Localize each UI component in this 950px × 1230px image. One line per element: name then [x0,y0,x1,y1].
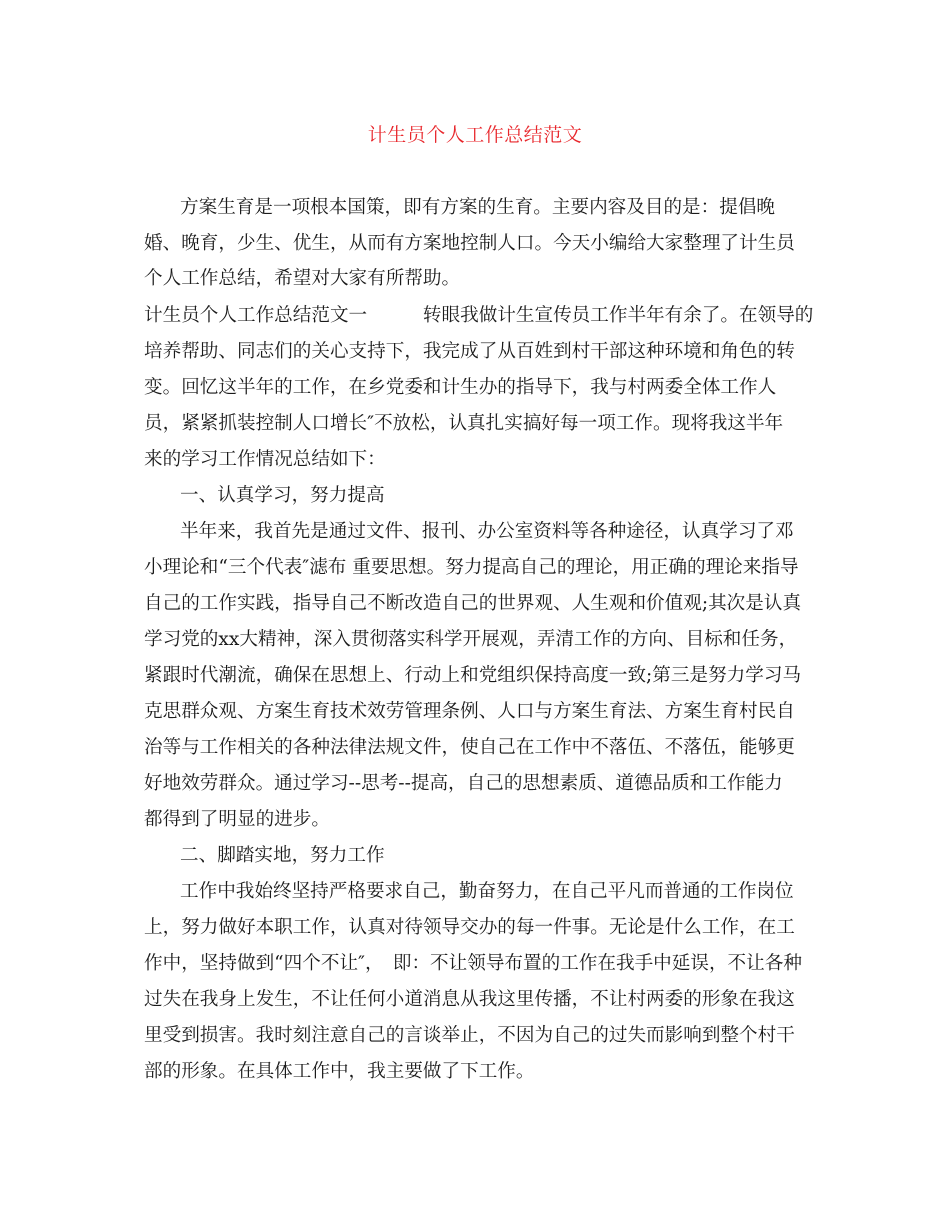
section-heading: 一、认真学习，努力提高 [180,485,385,506]
paragraph-line: 来的学习工作情况总结如下： [144,449,386,470]
paragraph-line: 过失在我身上发生，不让任何小道消息从我这里传播，不让村两委的形象在我这 [144,989,795,1010]
paragraph-line: 方案生育是一项根本国策，即有方案的生育。主要内容及目的是：提倡晚 [180,197,776,218]
paragraph-line: 个人工作总结，希望对大家有所帮助。 [144,268,461,289]
paragraph-line: 上，努力做好本职工作，认真对待领导交办的每一件事。无论是什么工作，在工 [144,917,795,938]
paragraph-line: 婚、晚育，少生、优生，从而有方案地控制人口。今天小编给大家整理了计生员 [144,233,795,254]
paragraph-line: 作中，坚持做到“四个不让″， 即：不让领导布置的工作在我手中延误，不让各种 [144,953,802,974]
paragraph-line: 紧跟时代潮流，确保在思想上、行动上和党组织保持高度一致;第三是努力学习马 [144,665,802,686]
paragraph-line: 都得到了明显的进步。 [144,809,330,830]
paragraph-line: 学习党的xx大精神，深入贯彻落实科学开展观，弄清工作的方向、目标和任务， [144,629,798,650]
document-title: 计生员个人工作总结范文 [367,124,583,146]
paragraph-line: 计生员个人工作总结范文一 转眼我做计生宣传员工作半年有余了。在领导的 [144,305,814,326]
paragraph-line: 部的形象。在具体工作中，我主要做了下工作。 [144,1061,535,1082]
paragraph-line: 员，紧紧抓装控制人口增长″不放松，认真扎实搞好每一项工作。现将我这半年 [144,413,784,434]
paragraph-line: 治等与工作相关的各种法律法规文件，使自己在工作中不落伍、不落伍，能够更 [144,737,795,758]
paragraph-line: 自己的工作实践，指导自己不断改造自己的世界观、人生观和价值观;其次是认真 [144,593,802,614]
paragraph-line: 里受到损害。我时刻注意自己的言谈举止，不因为自己的过失而影响到整个村干 [144,1025,795,1046]
section-heading: 二、脚踏实地，努力工作 [180,845,385,866]
paragraph-line: 克思群众观、方案生育技术效劳管理条例、人口与方案生育法、方案生育村民自 [144,701,795,722]
paragraph-line: 半年来，我首先是通过文件、报刊、办公室资料等各种途径，认真学习了邓 [180,521,794,542]
paragraph-line: 培养帮助、同志们的关心支持下，我完成了从百姓到村干部这种环境和角色的转 [144,341,795,362]
paragraph-line: 小理论和“三个代表″滤布 重要思想。努力提高自己的理论，用正确的理论来指导 [144,557,799,578]
paragraph-line: 好地效劳群众。通过学习--思考--提高，自己的思想素质、道德品质和工作能力 [144,773,783,794]
paragraph-line: 变。回忆这半年的工作，在乡党委和计生办的指导下，我与村两委全体工作人 [144,377,777,398]
paragraph-line: 工作中我始终坚持严格要求自己，勤奋努力，在自己平凡而普通的工作岗位 [180,881,794,902]
